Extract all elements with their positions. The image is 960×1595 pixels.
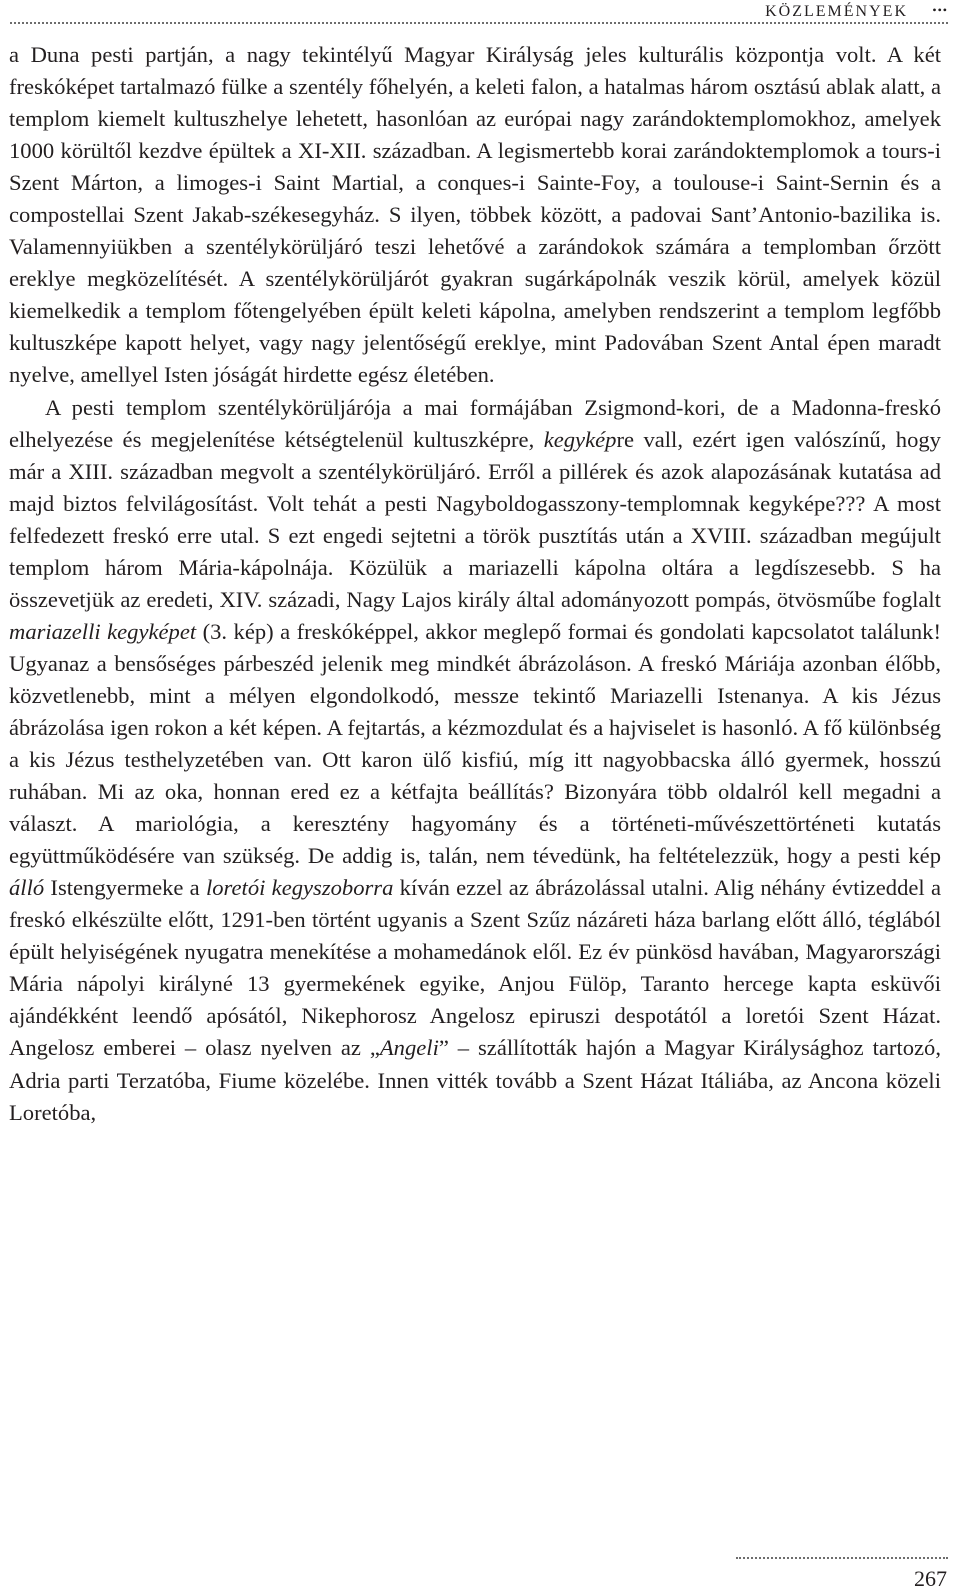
text-segment: a Duna pesti partján, a nagy tekintélyű Magyar Királyság jeles kulturális központja volt. A két freskóképet tartalmazó fülke a szentély főhelyén, a keleti falon, a hatalmas három osztású ablak alatt, a templom kiemelt kultuszhelye lehetett, hasonlóan az európai nagy zarándoktemplomokhoz, amelyek 1000 körültől kezdve épültek a XI-XII. században. A legismertebb korai zarándoktemplomok a tours-i Szent Márton, a limoges-i Saint Martial, a conques-i Sainte-Foy, a toulouse-i Saint-Sernin és a compostellai Szent Jakab-székesegyház. S ilyen, többek között, a padovai Sant’Antonio-bazilika is. Valamennyiükben a szentélykörüljáró teszi lehetővé a zarándokok számára a templomban őrzött ereklye megközelítését. A szentélykörüljárót gyakran sugárkápolnák veszik körül, amelyek közül kiemelkedik a templom főtengelyében épült keleti kápolna, amelyben rendszerint a templom legfőbb kultuszképe kapott helyet, vagy nagy jelentőségű ereklye, mint Padovában Szent Antal épen maradt nyelve, amellyel Isten jóságát hirdette egész életében. [9, 42, 941, 388]
text-segment: re vall, ezért igen valószínű, hogy már a XIII. században megvolt a szentélykörüljáró. Erről a pillérek és azok alapozásának kutatása ad majd biztos felvilágosítást. Volt tehát a pesti Nagyboldogasszony-templomnak kegyképe??? A most felfedezett freskó erre utal. S ezt engedi sejtetni a török pusztítás után a XVIII. században megújult templom három Mária-kápolnája. Közülük a mariazelli kápolna oltára a legdíszesebb. S ha összevetjük az eredeti, XIV. századi, Nagy Lajos király által adományozott pompás, ötvösműbe foglalt [9, 426, 941, 612]
section-title: KÖZLEMÉNYEK [765, 3, 908, 20]
header-ornament: ••• [932, 3, 948, 17]
article-body [9, 39, 941, 1129]
italic-text: loretói kegyszoborra [205, 875, 394, 901]
text-segment: Istengyermeke a [44, 875, 206, 901]
italic-text: mariazelli kegyképet [9, 618, 197, 644]
text-segment: kíván ezzel az ábrázolással utalni. Alig néhány évtizeddel a freskó elkészülte előtt, 1291-ben történt ugyanis a Szent Szűz názáreti háza barlang előtt álló, téglából épült helyiségének nyugatra menekítése a mohamedánok elől. Ez év pünkösd havában, Magyarországi Mária nápolyi királyné 13 gyermekének egyike, Anjou Fülöp, Taranto hercege kapta esküvői ajándékként leendő apósától, Nikephorosz Angelosz epiruszi despotától a loretói Szent Házat. Angelosz emberei – olasz nyelven az „ [9, 875, 941, 1061]
italic-text: álló [9, 875, 45, 901]
text-segment: A pesti templom szentélykörüljárója a mai formájában Zsigmond-kori, de a Madonna-freskó elhelyezése és megjelenítése kétségtelenül kultuszképre, [9, 394, 941, 452]
running-header [10, 0, 948, 24]
footer-rule [736, 1557, 948, 1559]
paragraph-1 [9, 39, 941, 392]
text-segment: ” – szállították hajón a Magyar Királysághoz tartozó, Adria parti Terzatóba, Fiume közelébe. Innen vitték tovább a Szent Házat Itáliába, az Ancona közeli Loretóba, [9, 1035, 941, 1125]
paragraph-2 [9, 392, 941, 1129]
text-segment: (3. kép) a freskóképpel, akkor meglepő formai és gondolati kapcsolatot találunk! Ugyanaz a bensőséges párbeszéd jelenik meg mindkét ábrázoláson. A freskó Máriája azonban élőbb, közvetlenebb, mint a mélyen elgondolkodó, messze tekintő Mariazelli Istenanya. A kis Jézus ábrázolása igen rokon a két képen. A fejtartás, a kézmozdulat és a hajviselet is hasonló. A fő különbség a kis Jézus testhelyzetében van. Ott karon ülő kisfiú, míg itt nagyobbacska álló gyermek, hosszú ruhában. Mi az oka, honnan ered ez a kétfajta beállítás? Bizonyára több oldalról kell megadni a választ. A mariológia, a keresztény hagyomány és a történeti-művészettörténeti kutatás együttműködésére van szükség. De addig is, talán, nem tévedünk, ha feltételezzük, hogy a pesti kép [9, 618, 941, 869]
page-number: 267 [914, 1566, 947, 1591]
italic-text: Angeli [379, 1035, 439, 1061]
italic-text: kegykép [543, 426, 617, 452]
